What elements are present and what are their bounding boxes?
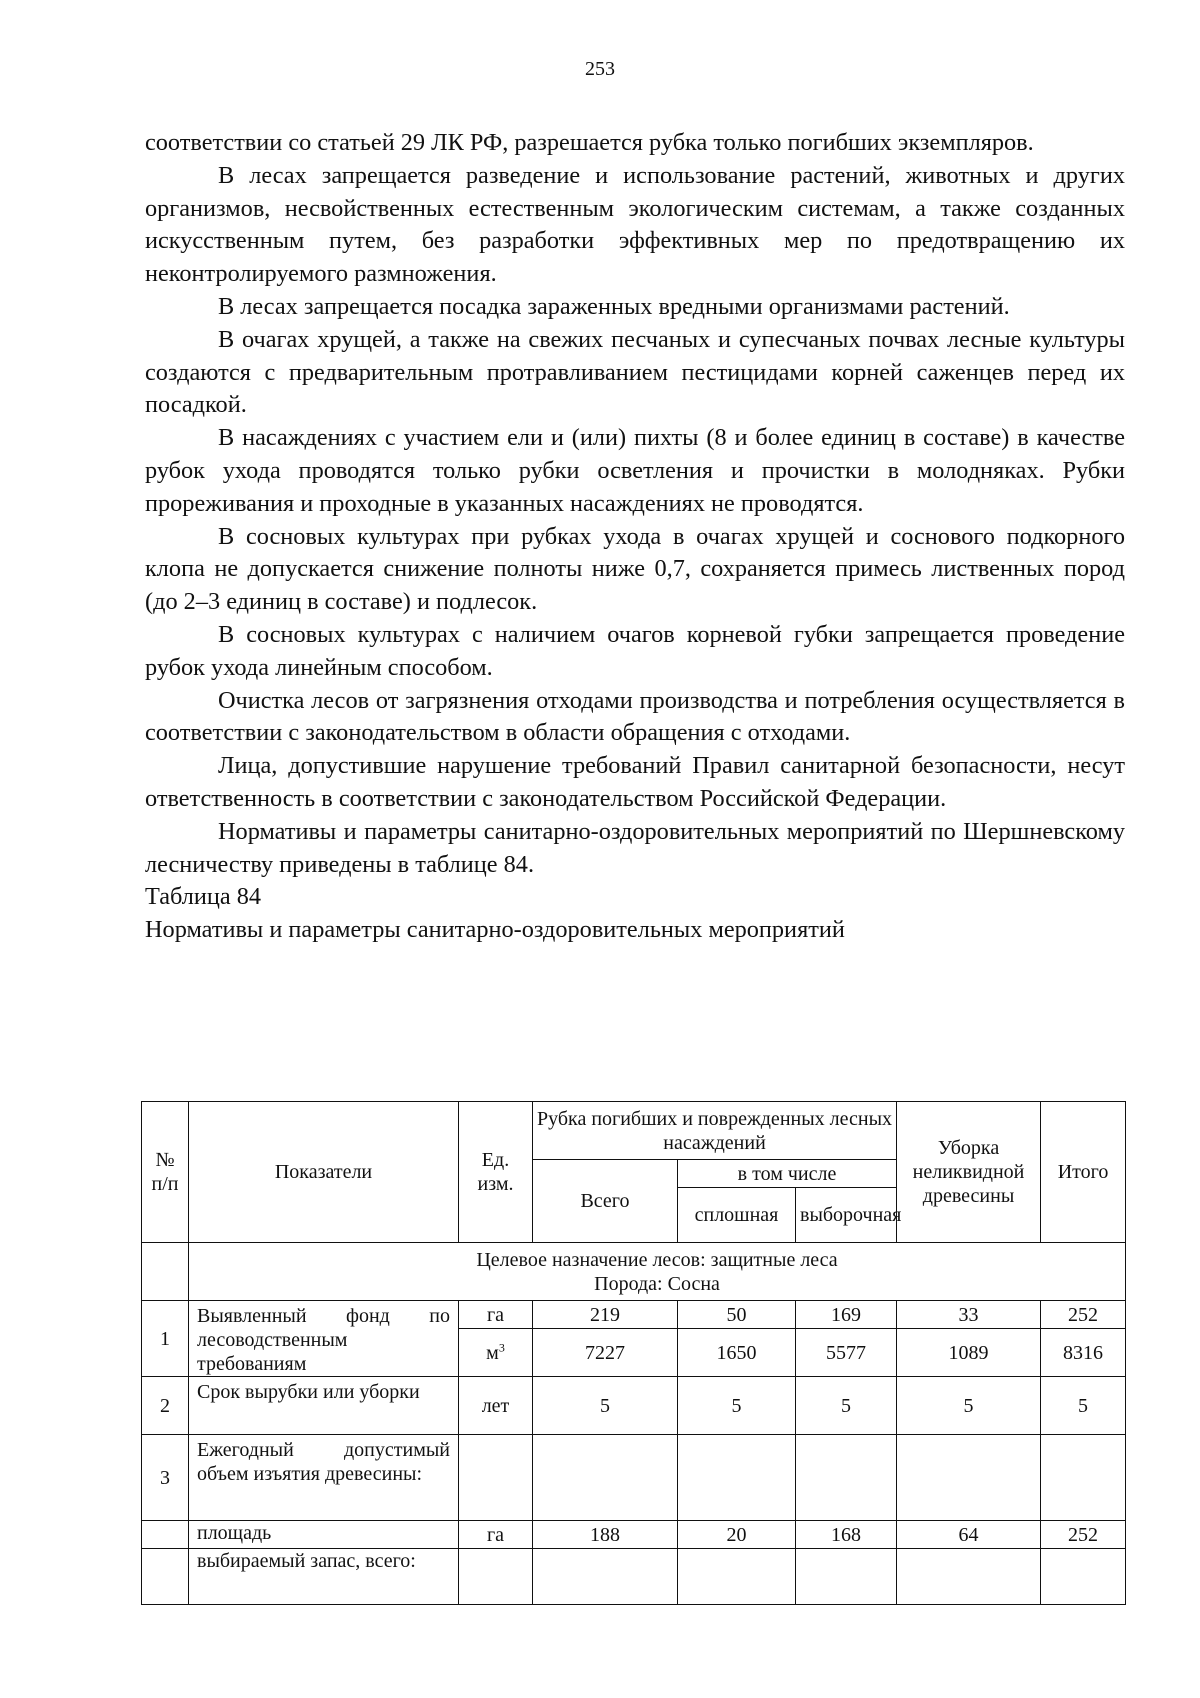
section-num-cell	[142, 1243, 189, 1301]
value-cell: 7227	[533, 1329, 678, 1377]
value-cell	[678, 1549, 796, 1605]
value-cell	[897, 1549, 1041, 1605]
unit-superscript: 3	[498, 1339, 505, 1354]
row-num	[142, 1549, 189, 1605]
paragraph: Очистка лесов от загрязнения отходами производства и потребления осуществляется в соответствии с законодательством в области обращения с отходами.	[145, 686, 1125, 747]
row-unit	[459, 1435, 533, 1521]
value-cell: 219	[533, 1301, 678, 1329]
value-cell: 1089	[897, 1329, 1041, 1377]
header-clear: сплошная	[678, 1188, 796, 1243]
section-species: Порода: Сосна	[594, 1272, 720, 1295]
value-cell	[1041, 1435, 1126, 1521]
value-cell: 5	[1041, 1377, 1126, 1435]
paragraph: В очагах хрущей, а также на свежих песчаных и супесчаных почвах лесные культуры создаются с предварительным протравливанием пестицидами корней саженцев перед их посадкой.	[145, 325, 1125, 419]
header-felling: Рубка погибших и поврежденных лесных насаждений	[533, 1102, 897, 1160]
value-cell: 5	[897, 1377, 1041, 1435]
value-cell	[897, 1435, 1041, 1521]
paragraph: В лесах запрещается разведение и использование растений, животных и других организмов, несвойственных естественным экологическим системам, а также созданных искусственным путем, без разработки эффективных мер по предотвращению их неконтролируемого размножения.	[145, 161, 1125, 288]
value-cell: 252	[1041, 1301, 1126, 1329]
value-cell: 252	[1041, 1521, 1126, 1549]
body-text	[145, 127, 1125, 947]
header-num: № п/п	[142, 1102, 189, 1243]
value-cell: 64	[897, 1521, 1041, 1549]
paragraph: Лица, допустившие нарушение требований Правил санитарной безопасности, несут ответственность в соответствии с законодательством Российской Федерации.	[145, 752, 1125, 812]
header-total-felling: Всего	[533, 1160, 678, 1243]
norms-table	[141, 1101, 1126, 1605]
value-cell: 5	[796, 1377, 897, 1435]
value-cell: 5	[533, 1377, 678, 1435]
row-unit: га	[459, 1301, 533, 1329]
value-cell	[796, 1549, 897, 1605]
row-unit	[459, 1549, 533, 1605]
row-label: площадь	[189, 1521, 459, 1549]
row-num: 1	[142, 1301, 189, 1377]
value-cell	[1041, 1549, 1126, 1605]
row-num: 2	[142, 1377, 189, 1435]
paragraph: В сосновых культурах с наличием очагов корневой губки запрещается проведение рубок ухода линейным способом.	[145, 620, 1125, 681]
row-label: выбираемый запас, всего:	[189, 1549, 459, 1605]
table-number: Таблица 84	[145, 883, 262, 911]
paragraph: В насаждениях с участием ели и (или) пихты (8 и более единиц в составе) в качестве рубок ухода проводятся только рубки осветления и прочистки в молодняках. Рубки прореживания и проходные в указанных насаждениях не проводятся.	[145, 424, 1125, 517]
paragraph: Нормативы и параметры санитарно-оздоровительных мероприятий по Шершневскому лесничеству приведены в таблице 84.	[145, 817, 1125, 878]
page-number: 253	[585, 58, 615, 80]
header-unit: Ед. изм.	[459, 1102, 533, 1243]
header-including: в том числе	[678, 1160, 897, 1188]
row-unit	[459, 1329, 533, 1377]
value-cell	[533, 1435, 678, 1521]
row-num	[142, 1521, 189, 1549]
paragraph: соответствии со статьей 29 ЛК РФ, разрешается рубка только погибших экземпляров.	[145, 129, 1034, 156]
value-cell: 168	[796, 1521, 897, 1549]
header-selective: выборочная	[796, 1188, 897, 1243]
value-cell: 5	[678, 1377, 796, 1435]
value-cell: 20	[678, 1521, 796, 1549]
value-cell: 50	[678, 1301, 796, 1329]
value-cell: 1650	[678, 1329, 796, 1377]
value-cell: 169	[796, 1301, 897, 1329]
unit-text: м	[486, 1341, 499, 1364]
section-purpose: Целевое назначение лесов: защитные леса	[476, 1248, 838, 1271]
value-cell	[678, 1435, 796, 1521]
value-cell	[533, 1549, 678, 1605]
paragraph: В сосновых культурах при рубках ухода в очагах хрущей и соснового подкорного клопа не допускается снижение полноты ниже 0,7, сохраняется примесь лиственных пород (до 2–3 единиц в составе) и подлесок.	[145, 522, 1125, 616]
row-label: Ежегодный допустимый объем изъятия древесины:	[189, 1435, 459, 1521]
value-cell: 188	[533, 1521, 678, 1549]
row-unit: га	[459, 1521, 533, 1549]
value-cell: 8316	[1041, 1329, 1126, 1377]
row-num: 3	[142, 1435, 189, 1521]
row-label: Срок вырубки или уборки	[189, 1377, 459, 1435]
header-cleanup: Уборка неликвидной древесины	[897, 1102, 1041, 1243]
value-cell	[796, 1435, 897, 1521]
row-label: Выявленный фонд по лесоводственным требованиям	[189, 1301, 459, 1377]
section-header	[189, 1243, 1126, 1301]
row-unit: лет	[459, 1377, 533, 1435]
value-cell: 5577	[796, 1329, 897, 1377]
table-title: Нормативы и параметры санитарно-оздоровительных мероприятий	[145, 916, 845, 944]
header-indicators: Показатели	[189, 1102, 459, 1243]
paragraph: В лесах запрещается посадка зараженных вредными организмами растений.	[218, 292, 1010, 320]
value-cell: 33	[897, 1301, 1041, 1329]
header-total: Итого	[1041, 1102, 1126, 1243]
